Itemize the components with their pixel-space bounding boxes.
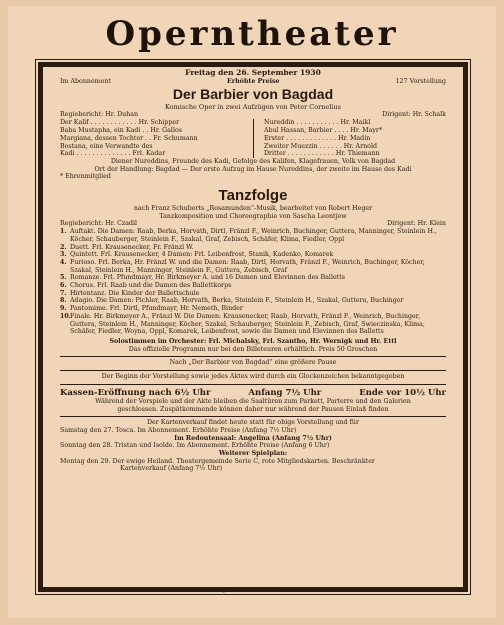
times-row <box>60 388 446 398</box>
dance-item: 10. Finale. Hr. Birkmeyer A., Fränzl W. Die Damen: Krausenecker, Raab, Horvath, Fränzl F., Weinrich, Buchinger, Guttera, Steinlein H., Manninger, Köcher, Szakal, Schauberger, Steinlein F., Zebisch, Graf, Swieczinska, Klima, Schäfer, Fiedler, Woyna, Oppl, Komarek, Leibenfrost, sowie die Damen und Elevinnen des Balletts <box>60 312 425 336</box>
dance-item: 9. Pantomime. Frl. Dirtl, Pfundmayr, Hr. Nemeth, Binder <box>60 305 243 313</box>
cast-line: Baba Mustapha, ein Kadi . . Hr. Gallos <box>60 127 182 135</box>
divider <box>60 356 446 357</box>
opera-chorus-note: Diener Nureddins, Freunde des Kadi, Gefolge des Kalifen, Klagefrauen, Volk von Bagdad <box>110 157 396 165</box>
dance-dirigent: Dirigent: Hr. Klein <box>387 220 446 228</box>
opera-title: Der Barbier von Bagdad <box>172 85 334 102</box>
box-office-time: Kassen-Eröffnung nach 6½ Uhr <box>60 387 211 398</box>
dance-item: 8. Adagio. Die Damen: Pichler, Raab, Horvath, Berka, Steinlein F., Steinlein H., Szakal, Guttera, Buchinger <box>60 297 404 305</box>
cast-line: Bostana, eine Verwandte des <box>60 142 153 150</box>
dance-music-line: nach Franz Schuberts „Rosamunden“-Musik, bearbeitet von Robert Heger <box>133 205 373 213</box>
dance-item: 3. Quintett. Frl. Krausenecker, 4 Damen: Frl. Leibenfrost, Stanik, Kadenko, Komarek <box>60 251 334 259</box>
prices: Erhöhte Preise <box>226 78 280 85</box>
opera-subtitle: Komische Oper in zwei Aufzügen von Peter Cornelius <box>165 102 341 111</box>
printer-imprint: „Elbemühl“. Wien IX. <box>222 588 282 594</box>
divider <box>60 416 446 417</box>
cast-line: Kadi . . . . . . . . . . . . . . Frl. Kadar <box>60 150 166 158</box>
meta-row <box>60 78 446 86</box>
bell-notice: Der Beginn der Vorstellung sowie jedes Aktes wird durch ein Glockenzeichen bekanntgegeben <box>101 373 405 381</box>
cast-right <box>253 119 446 158</box>
dance-item: 2. Duett. Frl. Krausenecker, Fr. Fränzl W. <box>60 243 194 251</box>
dance-title: Tanzfolge <box>218 187 288 205</box>
schedule-line: Samstag den 27. Tosca. Im Abonnement. Erhöhte Preise (Anfang 7½ Uhr) <box>60 426 297 434</box>
cast-line: Erster . . . . . . . . . . . . . Hr. Madin <box>264 134 371 142</box>
opera-dirigent: Dirigent: Hr. Schalk <box>382 110 446 118</box>
latecomer-note: geschlossen. Zuspätkommende können daher nur während der Pausen Einlaß finden <box>117 405 389 413</box>
soloists: Solostimmen im Orchester: Frl. Michalsky, Frl. Szantho, Hr. Wernigk und Hr. Ettl <box>109 337 397 345</box>
cast-line: Der Kalif . . . . . . . . . . . . Hr. Schipper <box>60 119 180 127</box>
pause-note: Nach „Der Barbier von Bagdad“ eine größere Pause <box>169 359 337 367</box>
dance-item: 7. Hirtentanz. Die Kinder der Ballettschule <box>60 289 200 297</box>
latecomer-note: Während der Vorspiele und der Akte bleiben die Saaltüren zum Parkett, Parterre und den Galerien <box>95 397 411 405</box>
schedule-line: Kartenverkauf (Anfang 7½ Uhr) <box>120 465 223 473</box>
subscription: Im Abonnement <box>60 78 111 85</box>
cast-left <box>60 119 253 158</box>
cast-line: Nureddin . . . . . . . . . . . Hr. Maikl <box>264 119 371 127</box>
date-line: Freitag den 26. September 1930 <box>185 68 321 77</box>
schedule-line: Montag den 29. Der ewige Heiland. Theatergemeinde Serie C, rote Mitgliedskarten. Beschränkter <box>60 457 375 465</box>
dance-item: 4. Furioso. Frl. Berka, Hr. Fränzl W. und die Damen: Raab, Dirtl, Horvath, Fränzl F., Weinrich, Buchinger, Köcher, Szakal, Steinlein H., Manninger, Steinlein F., Guttera, Zebisch, Graf <box>60 258 425 274</box>
dance-items <box>60 228 446 336</box>
honorary-member-note: * Ehrenmitglied <box>60 173 111 181</box>
schedule-line: Weiterer Spielplan: <box>218 450 288 458</box>
page-title: Operntheater <box>105 14 399 54</box>
start-time: Anfang 7½ Uhr <box>248 387 322 398</box>
performance-number: 127 Vorstellung <box>395 78 446 85</box>
cast-line: Margiana, dessen Tochter . . Fr. Schumann <box>60 134 198 142</box>
opera-setting-note: Ort der Handlung: Bagdad — Der erste Aufzug im Hause Nureddins, der zweite im Hause des Kadi <box>94 165 412 173</box>
cast-line: Zweiter Muezzin . . . . . . Hr. Arnold <box>264 142 377 150</box>
opera-regie: Regiebericht: Hr. Duhan <box>60 110 139 118</box>
dance-item: 1. Auftakt. Die Damen: Raab, Berka, Horvath, Dirtl, Fränzl F., Weinrich, Buchinger, Guttera, Manninger, Steinlein H., Köcher, Schauberger, Steinlein F., Szakal, Graf, Zebisch, Schäfer, Klima, Fiedler, Oppl <box>60 228 437 243</box>
schedule-line: Sonntag den 28. Tristan und Isolde. Im Abonnement. Erhöhte Preise (Anfang 6 Uhr) <box>60 442 330 450</box>
program-content <box>60 68 446 473</box>
program-note: Das offizielle Programm nur bei den Billeteuren erhältlich. Preis 50 Groschen <box>128 345 378 353</box>
dance-choreo-line: Tanzkomposition und Choreographie von Sascha Leontjew <box>159 212 347 220</box>
opera-cast <box>60 119 446 158</box>
end-time: Ende vor 10½ Uhr <box>359 387 446 398</box>
opera-credits <box>60 111 446 119</box>
cast-line: Abul Hassan, Barbier . . . . Hr. Mayr* <box>264 127 383 135</box>
cast-line: Dritter . . . . . . . . . . . . Hr. Thiemann <box>264 150 380 158</box>
dance-item: 5. Romanze. Frl. Pfundmayr, Hr. Birkmeyer A. und 16 Damen und Elevinnen des Balletts <box>60 274 345 282</box>
schedule-line: Im Redoutensaal: Angelina (Anfang 7½ Uhr) <box>174 434 332 442</box>
advance-sale: Der Kartenverkauf findet heute statt für obige Vorstellung und für <box>146 419 359 427</box>
dance-regie: Regiebericht: Hr. Czadil <box>60 220 138 228</box>
dance-credits <box>60 220 446 228</box>
dance-item: 6. Chorus. Frl. Raab und die Damen des Ballettkorps <box>60 282 232 290</box>
divider <box>60 384 446 385</box>
divider <box>60 370 446 371</box>
